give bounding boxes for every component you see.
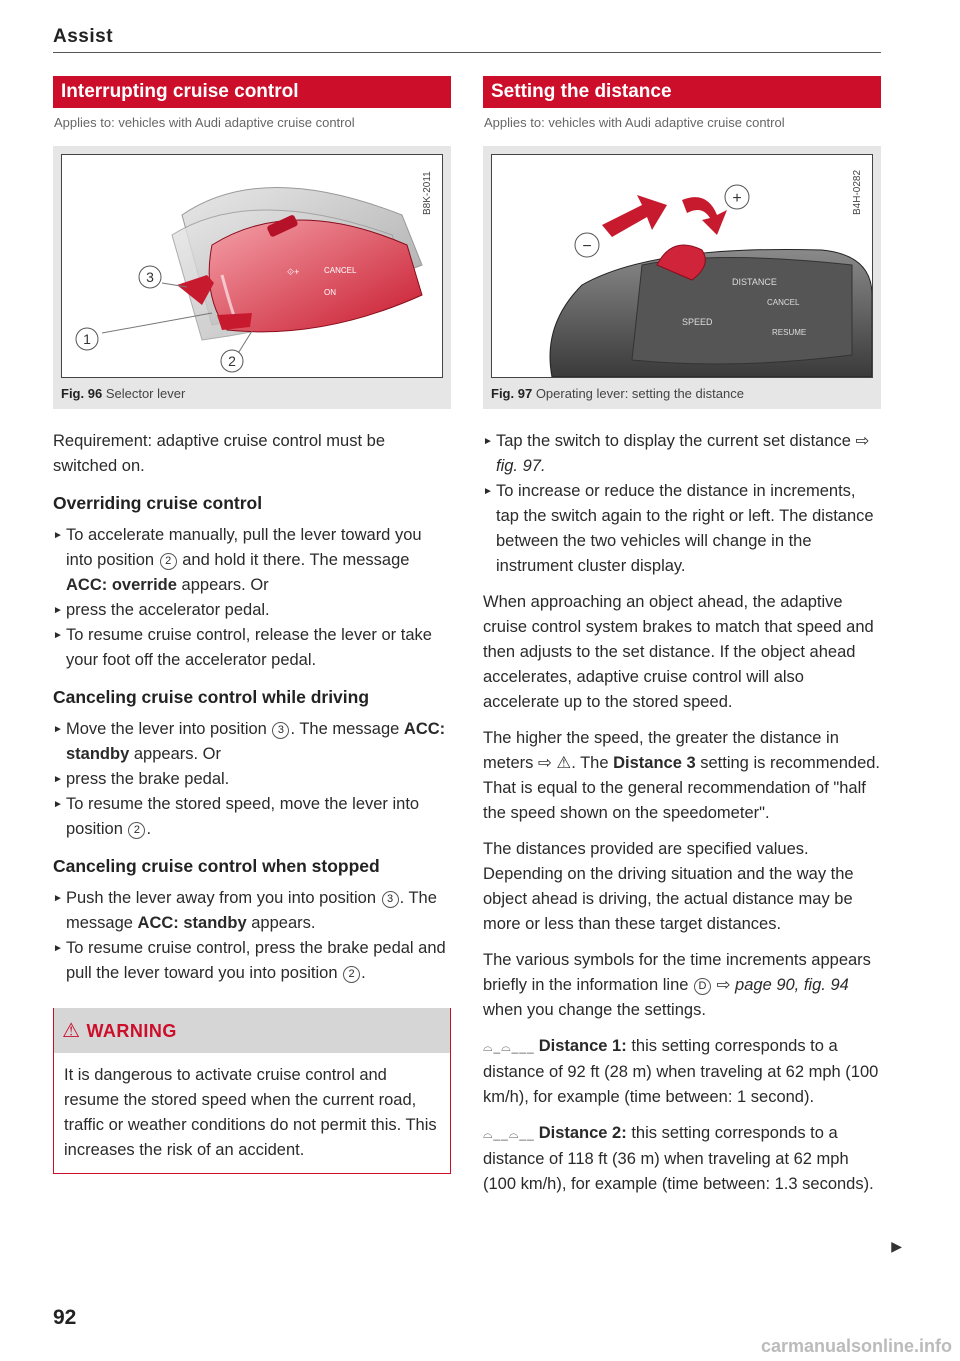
list-item: ► To accelerate manually, pull the lever toward you into position 2 and hold it there. The message ACC: override appears. Or: [53, 526, 422, 594]
paragraph: The higher the speed, the greater the distance in meters ⇨ ⚠. The Distance 3 setting is recommended. That is equal to the general recommendation of "half the speed shown on the speedometer".: [483, 729, 881, 822]
warning-header: ⚠ WARNING: [54, 1008, 450, 1053]
section-title: Setting the distance: [483, 76, 881, 108]
callout-1: [76, 328, 98, 350]
section-title: Interrupting cruise control: [53, 76, 451, 108]
svg-text:SPEED: SPEED: [682, 317, 713, 327]
heading-cancel-driving: Canceling cruise control while driving: [53, 687, 370, 707]
svg-text:3: 3: [146, 269, 154, 285]
header-rule: [53, 52, 881, 53]
figure-caption: Fig. 97 Operating lever: setting the distance: [491, 386, 744, 401]
list-item: ► To resume cruise control, press the brake pedal and pull the lever toward you into position 2 .: [53, 939, 446, 982]
figure-96: [53, 146, 451, 409]
svg-text:2: 2: [228, 353, 236, 369]
svg-text:RESUME: RESUME: [772, 328, 807, 337]
list-item: ► To resume cruise control, release the lever or take your foot off the accelerator pedal.: [53, 626, 432, 669]
figure-code: B8K-2011: [422, 171, 433, 215]
section-label: Assist: [53, 26, 114, 47]
distance-1-symbol: ⌓_⌓___: [483, 1040, 535, 1054]
left-column: [53, 76, 451, 1174]
distance-2-symbol: ⌓__⌓__: [483, 1127, 535, 1141]
figure-97: [483, 146, 881, 409]
figure-code: B4H-0282: [852, 169, 863, 215]
list-item: ► press the brake pedal.: [53, 770, 230, 788]
svg-text:CANCEL: CANCEL: [324, 266, 357, 275]
list-item: ► Push the lever away from you into position 3 . The message ACC: standby appears.: [53, 889, 437, 932]
continue-arrow-icon: ▶: [891, 1238, 902, 1254]
applies-note: Applies to: vehicles with Audi adaptive cruise control: [484, 115, 785, 130]
page-number: 92: [53, 1306, 77, 1329]
list-item: ► press the accelerator pedal.: [53, 601, 270, 619]
minus-button-icon: [575, 233, 599, 257]
list-item: ► Tap the switch to display the current set distance ⇨ fig. 97.: [483, 432, 870, 475]
plus-button-icon: [725, 185, 749, 209]
svg-text:DISTANCE: DISTANCE: [732, 277, 777, 287]
paragraph: When approaching an object ahead, the adaptive cruise control system brakes to match that speed and then adjusts to the set distance. If the object ahead accelerates, adaptive cruise control will also accelerate up to the stored speed.: [483, 593, 874, 711]
svg-text:+: +: [732, 190, 742, 207]
svg-text:−: −: [582, 238, 592, 255]
svg-text:ON: ON: [324, 288, 336, 297]
paragraph: The various symbols for the time increments appears briefly in the information line D ⇨ page 90, fig. 94 when you change the settings.: [483, 951, 871, 1019]
figure-caption: Fig. 96 Selector lever: [61, 386, 186, 401]
distance-2-paragraph: ⌓__⌓__ Distance 2: this setting corresponds to a distance of 118 ft (36 m) when traveling at 62 mph (100 km/h), for example (time between: 1.3 seconds).: [483, 1124, 874, 1193]
list-item: ► To resume the stored speed, move the lever into position 2 .: [53, 795, 420, 838]
operating-lever-illustration: [491, 154, 873, 378]
heading-cancel-stopped: Canceling cruise control when stopped: [53, 856, 380, 876]
heading-overriding: Overriding cruise control: [53, 493, 263, 513]
svg-text:CANCEL: CANCEL: [767, 298, 800, 307]
callout-3: [139, 266, 161, 288]
selector-lever-illustration: [61, 154, 443, 378]
warning-triangle-icon: ⚠: [62, 1020, 81, 1042]
callout-2: [221, 350, 243, 372]
list-item: ► To increase or reduce the distance in increments, tap the switch again to the right or left. The distance between the two vehicles will change in the instrument cluster display.: [483, 482, 874, 575]
svg-text:⟐+: ⟐+: [287, 267, 300, 277]
warning-box: [53, 1008, 451, 1174]
applies-note: Applies to: vehicles with Audi adaptive cruise control: [54, 115, 355, 130]
requirement-text: Requirement: adaptive cruise control must be switched on.: [53, 432, 385, 475]
warning-text: It is dangerous to activate cruise control and resume the stored speed when the current road, traffic or weather conditions do not permit this. This increases the risk of an accident.: [64, 1066, 437, 1159]
watermark: carmanualsonline.info: [760, 1336, 952, 1356]
svg-text:1: 1: [83, 331, 91, 347]
right-column: [483, 76, 881, 1197]
list-item: ► Move the lever into position 3 . The message ACC: standby appears. Or: [53, 720, 446, 763]
distance-1-paragraph: ⌓_⌓___ Distance 1: this setting corresponds to a distance of 92 ft (28 m) when traveling at 62 mph (100 km/h), for example (time between: 1 second).: [483, 1037, 879, 1106]
paragraph: The distances provided are specified values. Depending on the driving situation and the way the object ahead is driving, the actual distance may be more or less than these target distances.: [483, 840, 854, 933]
